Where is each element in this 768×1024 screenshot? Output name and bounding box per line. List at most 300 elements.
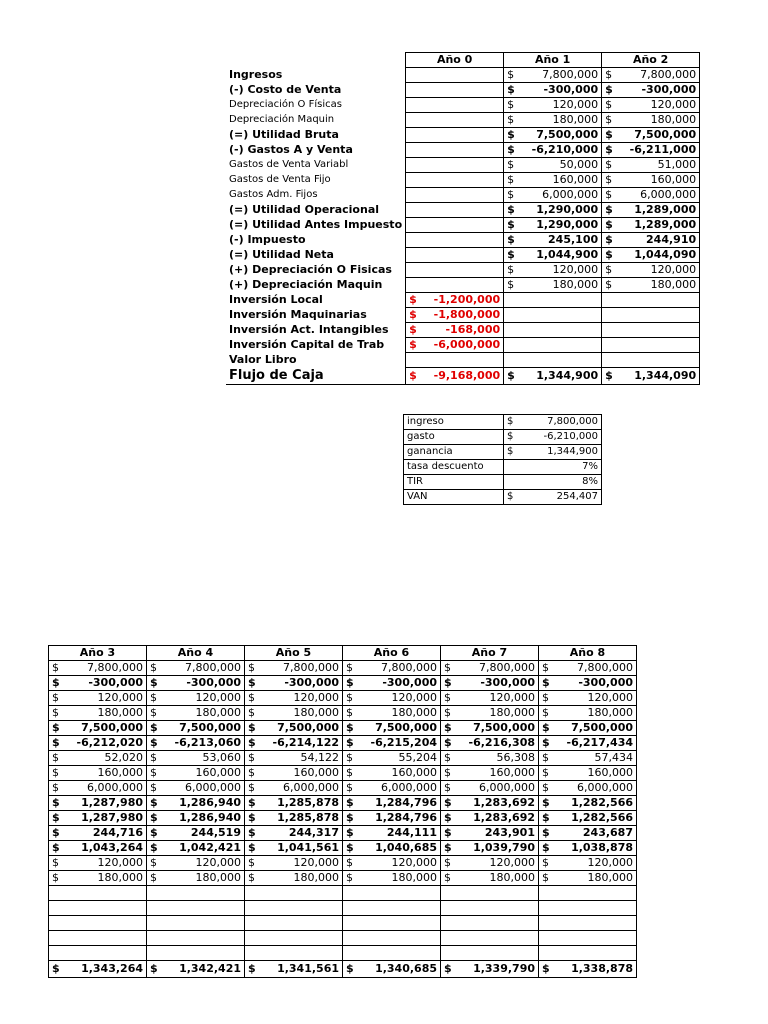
year-cell — [343, 901, 441, 916]
year-cell — [441, 826, 539, 841]
amount: 245,100 — [548, 233, 599, 246]
row-label: (-) Gastos A y Venta — [229, 143, 353, 156]
row-label: Depreciación O Físicas — [229, 99, 342, 110]
currency-symbol: $ — [605, 369, 613, 382]
currency-symbol: $ — [507, 188, 515, 201]
year-cell — [245, 916, 343, 931]
amount: -6,214,122 — [272, 736, 339, 749]
year0-cell — [406, 293, 504, 308]
currency-symbol: $ — [52, 796, 60, 809]
year2-cell — [602, 263, 700, 278]
currency-symbol: $ — [150, 841, 158, 854]
currency-symbol: $ — [150, 706, 157, 719]
year1-cell — [504, 323, 602, 338]
amount: 160,000 — [489, 766, 535, 779]
currency-symbol: $ — [542, 826, 550, 839]
currency-symbol: $ — [542, 751, 549, 764]
currency-symbol: $ — [248, 766, 255, 779]
summary-label: ingreso — [404, 415, 504, 430]
amount: -6,000,000 — [433, 338, 501, 351]
year-cell — [539, 691, 637, 706]
amount: -6,215,204 — [370, 736, 437, 749]
amount: 1,285,878 — [277, 796, 339, 809]
table-row — [49, 661, 637, 676]
year-cell — [147, 766, 245, 781]
year0-cell — [406, 323, 504, 338]
year-cell — [147, 661, 245, 676]
year2-cell — [602, 368, 700, 385]
amount: 120,000 — [650, 263, 697, 276]
currency-symbol: $ — [507, 233, 515, 246]
year-cell — [539, 961, 637, 978]
year-cell — [49, 901, 147, 916]
year-cell — [539, 901, 637, 916]
currency-symbol: $ — [605, 113, 613, 126]
currency-symbol: $ — [409, 338, 417, 351]
year-cell — [147, 931, 245, 946]
currency-symbol: $ — [507, 278, 515, 291]
amount: -6,217,434 — [566, 736, 633, 749]
year1-cell — [504, 353, 602, 368]
table-row — [226, 83, 700, 98]
year0-cell — [406, 188, 504, 203]
year-cell — [343, 661, 441, 676]
year2-cell — [602, 158, 700, 173]
year1-cell — [504, 158, 602, 173]
amount: 7,500,000 — [473, 721, 535, 734]
column-header: Año 0 — [406, 53, 504, 68]
year-cell — [147, 886, 245, 901]
year-cell — [539, 871, 637, 886]
amount: 6,000,000 — [577, 781, 633, 794]
column-header: Año 8 — [539, 646, 637, 661]
currency-symbol: $ — [248, 856, 255, 869]
year-cell — [49, 736, 147, 751]
summary-label: gasto — [404, 430, 504, 445]
currency-symbol: $ — [52, 736, 60, 749]
year-cell — [245, 676, 343, 691]
table-row — [49, 811, 637, 826]
currency-symbol: $ — [444, 736, 452, 749]
row-label: (=) Utilidad Bruta — [229, 128, 339, 141]
year1-cell — [504, 338, 602, 353]
row-label: Ingresos — [229, 68, 283, 81]
year-cell — [343, 931, 441, 946]
table-row — [226, 338, 700, 353]
year2-cell — [602, 203, 700, 218]
amount: 52,020 — [104, 751, 143, 764]
year-cell — [147, 796, 245, 811]
currency-symbol: $ — [507, 446, 514, 457]
amount: 1,290,000 — [536, 203, 599, 216]
currency-symbol: $ — [346, 676, 354, 689]
summary-table — [403, 414, 602, 505]
summary-row — [404, 490, 602, 505]
currency-symbol: $ — [346, 826, 354, 839]
year-cell — [539, 721, 637, 736]
year-cell — [245, 766, 343, 781]
table-row — [49, 886, 637, 901]
currency-symbol: $ — [52, 661, 59, 674]
year-cell — [539, 886, 637, 901]
table-row — [226, 128, 700, 143]
amount: 180,000 — [587, 706, 633, 719]
summary-label: VAN — [404, 490, 504, 505]
currency-symbol: $ — [605, 158, 613, 171]
currency-symbol: $ — [346, 811, 354, 824]
currency-symbol: $ — [542, 706, 549, 719]
year-cell — [539, 841, 637, 856]
amount: 1,338,878 — [571, 962, 633, 975]
amount: 1,339,790 — [473, 962, 535, 975]
amount: 1,038,878 — [571, 841, 633, 854]
currency-symbol: $ — [444, 661, 451, 674]
amount: 243,901 — [484, 826, 535, 839]
currency-symbol: $ — [542, 721, 550, 734]
currency-symbol: $ — [248, 796, 256, 809]
amount: -300,000 — [480, 676, 535, 689]
year-cell — [49, 796, 147, 811]
year-cell — [49, 946, 147, 961]
year-cell — [49, 691, 147, 706]
amount: 120,000 — [97, 691, 143, 704]
year2-cell — [602, 68, 700, 83]
amount: 55,204 — [398, 751, 437, 764]
currency-symbol: $ — [542, 871, 549, 884]
currency-symbol: $ — [150, 826, 158, 839]
column-header: Año 3 — [49, 646, 147, 661]
amount: -6,216,308 — [468, 736, 535, 749]
currency-symbol: $ — [507, 416, 514, 427]
table-row — [49, 856, 637, 871]
cash-flow-table — [226, 52, 700, 385]
year-cell — [343, 916, 441, 931]
year2-cell — [602, 293, 700, 308]
year-cell — [441, 706, 539, 721]
currency-symbol: $ — [542, 661, 549, 674]
year-cell — [441, 871, 539, 886]
table-row — [49, 796, 637, 811]
currency-symbol: $ — [52, 751, 59, 764]
year-cell — [245, 691, 343, 706]
currency-symbol: $ — [248, 676, 256, 689]
year-cell — [147, 871, 245, 886]
currency-symbol: $ — [605, 173, 613, 186]
amount: 1,286,940 — [179, 811, 241, 824]
amount: 120,000 — [391, 856, 437, 869]
currency-symbol: $ — [248, 781, 255, 794]
amount: 1,039,790 — [473, 841, 535, 854]
year2-cell — [602, 338, 700, 353]
year-cell — [49, 961, 147, 978]
table-row — [226, 158, 700, 173]
year-cell — [49, 721, 147, 736]
year2-cell — [602, 248, 700, 263]
amount: 1,284,796 — [375, 796, 437, 809]
year-cell — [539, 676, 637, 691]
year0-cell — [406, 218, 504, 233]
currency-symbol: $ — [52, 871, 59, 884]
year-cell — [49, 811, 147, 826]
currency-symbol: $ — [605, 68, 613, 81]
amount: 120,000 — [587, 856, 633, 869]
year1-cell — [504, 248, 602, 263]
year1-cell — [504, 263, 602, 278]
year0-cell — [406, 263, 504, 278]
table-row — [49, 706, 637, 721]
currency-symbol: $ — [248, 826, 256, 839]
table-row — [49, 721, 637, 736]
year-cell — [441, 931, 539, 946]
currency-symbol: $ — [248, 871, 255, 884]
table-row — [49, 916, 637, 931]
currency-symbol: $ — [507, 203, 515, 216]
currency-symbol: $ — [52, 826, 60, 839]
year-cell — [245, 721, 343, 736]
year-cell — [343, 736, 441, 751]
year-cell — [343, 811, 441, 826]
row-label: (+) Depreciación Maquin — [229, 278, 383, 291]
currency-symbol: $ — [507, 128, 515, 141]
amount: 53,060 — [202, 751, 241, 764]
currency-symbol: $ — [346, 766, 353, 779]
year0-cell — [406, 233, 504, 248]
summary-value: 7% — [504, 460, 602, 475]
amount: 1,344,090 — [634, 369, 697, 382]
row-label: Gastos Adm. Fijos — [229, 189, 318, 200]
currency-symbol: $ — [605, 83, 613, 96]
table-row — [226, 113, 700, 128]
year-cell — [343, 781, 441, 796]
table-row — [49, 931, 637, 946]
currency-symbol: $ — [507, 98, 515, 111]
currency-symbol: $ — [150, 676, 158, 689]
year2-cell — [602, 128, 700, 143]
currency-symbol: $ — [507, 158, 515, 171]
currency-symbol: $ — [444, 811, 452, 824]
currency-symbol: $ — [248, 962, 256, 975]
amount: 1,284,796 — [375, 811, 437, 824]
currency-symbol: $ — [542, 736, 550, 749]
amount: 1,289,000 — [634, 203, 697, 216]
currency-symbol: $ — [150, 721, 158, 734]
year-cell — [147, 916, 245, 931]
currency-symbol: $ — [409, 293, 417, 306]
row-label: (=) Utilidad Neta — [229, 248, 334, 261]
amount: 7,500,000 — [634, 128, 697, 141]
currency-symbol: $ — [52, 781, 59, 794]
currency-symbol: $ — [150, 766, 157, 779]
amount: 244,317 — [288, 826, 339, 839]
amount: 7,800,000 — [87, 661, 143, 674]
year-cell — [539, 931, 637, 946]
amount: 180,000 — [489, 706, 535, 719]
year-cell — [343, 886, 441, 901]
year1-cell — [504, 143, 602, 158]
currency-symbol: $ — [52, 721, 60, 734]
table-row — [226, 323, 700, 338]
amount: 180,000 — [587, 871, 633, 884]
amount: 7,500,000 — [571, 721, 633, 734]
currency-symbol: $ — [52, 962, 60, 975]
year-cell — [49, 826, 147, 841]
amount: 180,000 — [391, 871, 437, 884]
year0-cell — [406, 173, 504, 188]
year2-cell — [602, 323, 700, 338]
year-cell — [343, 796, 441, 811]
year0-cell — [406, 203, 504, 218]
year-cell — [441, 766, 539, 781]
amount: 6,000,000 — [640, 188, 697, 201]
year-cell — [49, 886, 147, 901]
year-cell — [147, 826, 245, 841]
year-cell — [49, 841, 147, 856]
currency-symbol: $ — [605, 278, 613, 291]
year-cell — [245, 856, 343, 871]
currency-symbol: $ — [507, 143, 515, 156]
year1-cell — [504, 233, 602, 248]
currency-symbol: $ — [507, 369, 515, 382]
currency-symbol: $ — [52, 706, 59, 719]
amount: 160,000 — [97, 766, 143, 779]
year-cell — [245, 901, 343, 916]
amount: 1,285,878 — [277, 811, 339, 824]
currency-symbol: $ — [605, 188, 613, 201]
currency-symbol: $ — [150, 736, 158, 749]
currency-symbol: $ — [444, 796, 452, 809]
year0-cell — [406, 83, 504, 98]
amount: -300,000 — [641, 83, 697, 96]
year2-cell — [602, 173, 700, 188]
currency-symbol: $ — [542, 796, 550, 809]
amount: 1,344,900 — [547, 446, 598, 457]
amount: -6,210,000 — [543, 431, 598, 442]
amount: -300,000 — [88, 676, 143, 689]
year-cell — [245, 796, 343, 811]
summary-label: tasa descuento — [404, 460, 504, 475]
amount: 1,343,264 — [81, 962, 143, 975]
currency-symbol: $ — [444, 766, 451, 779]
table-row — [226, 278, 700, 293]
year2-cell — [602, 188, 700, 203]
amount: 160,000 — [587, 766, 633, 779]
table-row — [226, 143, 700, 158]
amount: 7,800,000 — [381, 661, 437, 674]
year-cell — [539, 706, 637, 721]
year-cell — [441, 961, 539, 978]
year-cell — [147, 946, 245, 961]
year-cell — [343, 856, 441, 871]
table-row — [49, 961, 637, 978]
table-row — [226, 368, 700, 385]
year-cell — [441, 721, 539, 736]
year0-cell — [406, 128, 504, 143]
year0-cell — [406, 278, 504, 293]
year-cell — [343, 841, 441, 856]
year-cell — [539, 766, 637, 781]
year-cell — [343, 961, 441, 978]
currency-symbol: $ — [346, 856, 353, 869]
amount: 1,282,566 — [571, 811, 633, 824]
currency-symbol: $ — [150, 751, 157, 764]
amount: 244,519 — [190, 826, 241, 839]
amount: 1,040,685 — [375, 841, 437, 854]
currency-symbol: $ — [444, 841, 452, 854]
amount: 180,000 — [650, 278, 697, 291]
summary-value — [504, 490, 602, 505]
year-cell — [441, 811, 539, 826]
column-header: Año 2 — [602, 53, 700, 68]
amount: 1,041,561 — [277, 841, 339, 854]
amount: 254,407 — [556, 491, 598, 502]
table-row — [226, 293, 700, 308]
year-cell — [539, 856, 637, 871]
year-cell — [49, 931, 147, 946]
amount: 7,800,000 — [542, 68, 599, 81]
year-cell — [343, 946, 441, 961]
year2-cell — [602, 218, 700, 233]
amount: 6,000,000 — [283, 781, 339, 794]
currency-symbol: $ — [52, 766, 59, 779]
year-cell — [343, 721, 441, 736]
year-cell — [245, 736, 343, 751]
amount: 120,000 — [552, 263, 599, 276]
year1-cell — [504, 203, 602, 218]
amount: -1,800,000 — [433, 308, 501, 321]
currency-symbol: $ — [444, 751, 451, 764]
amount: 1,340,685 — [375, 962, 437, 975]
amount: 6,000,000 — [479, 781, 535, 794]
amount: 180,000 — [552, 278, 599, 291]
year-cell — [245, 961, 343, 978]
amount: -300,000 — [284, 676, 339, 689]
table-row — [49, 751, 637, 766]
currency-symbol: $ — [248, 811, 256, 824]
amount: 1,286,940 — [179, 796, 241, 809]
amount: 1,283,692 — [473, 811, 535, 824]
table-row — [226, 233, 700, 248]
year-cell — [49, 751, 147, 766]
summary-value — [504, 415, 602, 430]
amount: 120,000 — [195, 691, 241, 704]
amount: -6,211,000 — [629, 143, 697, 156]
amount: 1,283,692 — [473, 796, 535, 809]
year-cell — [49, 676, 147, 691]
year-cell — [343, 826, 441, 841]
table-row — [226, 248, 700, 263]
year-cell — [49, 871, 147, 886]
year-cell — [147, 841, 245, 856]
amount: 57,434 — [594, 751, 633, 764]
row-label: (=) Utilidad Antes Impuesto — [229, 218, 403, 231]
summary-label: ganancia — [404, 445, 504, 460]
header-row — [49, 646, 637, 661]
currency-symbol: $ — [52, 691, 59, 704]
amount: 244,910 — [646, 233, 697, 246]
table-row — [226, 173, 700, 188]
currency-symbol: $ — [346, 706, 353, 719]
amount: 180,000 — [489, 871, 535, 884]
table-row — [226, 308, 700, 323]
row-label: (+) Depreciación O Fisicas — [229, 263, 392, 276]
currency-symbol: $ — [605, 248, 613, 261]
year2-cell — [602, 113, 700, 128]
currency-symbol: $ — [409, 308, 417, 321]
amount: -6,213,060 — [174, 736, 241, 749]
currency-symbol: $ — [542, 811, 550, 824]
currency-symbol: $ — [150, 811, 158, 824]
currency-symbol: $ — [150, 781, 157, 794]
